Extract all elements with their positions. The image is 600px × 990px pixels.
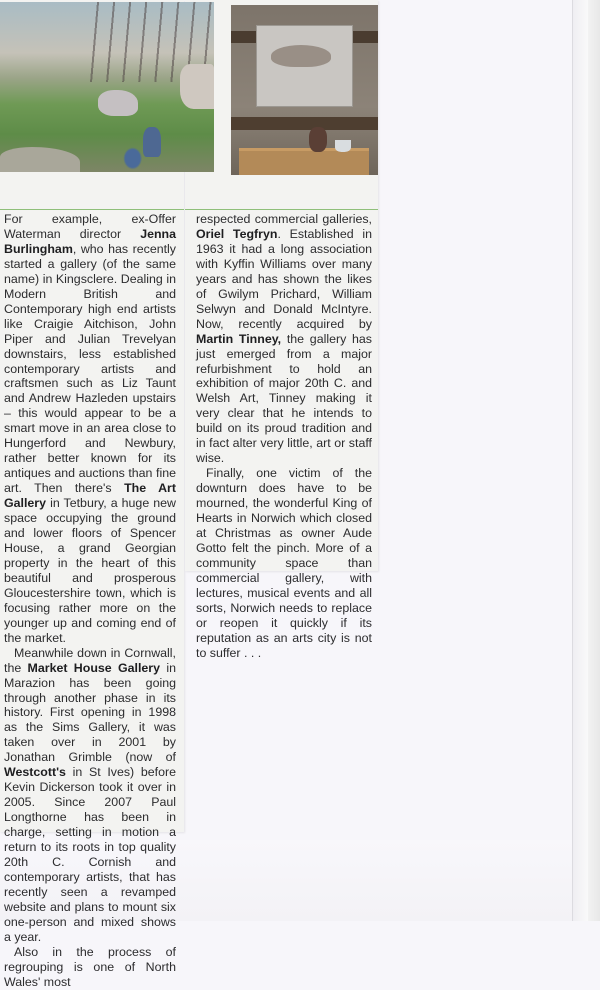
scan-border	[588, 0, 600, 921]
landscape-painting-image	[0, 2, 214, 172]
page-edge	[572, 0, 589, 921]
painting-rocks	[98, 90, 138, 116]
painting-path	[0, 147, 80, 172]
photo-bowl	[335, 140, 351, 152]
interior-photo-image	[231, 5, 378, 175]
article-column-left	[4, 212, 176, 990]
photo-vase	[309, 127, 327, 152]
paragraph: Finally, one victim of the downturn does have to be mourned, the wonderful King of Hearts in Norwich which closed at Christmas as owner Aude Gotto felt the pinch. More of a community space than commercial gallery, with lectures, musical events and all sorts, Norwich needs to replace or reopen it quickly if its reputation as an arts city is not to suffer . . .	[196, 466, 372, 660]
photo-beam-bottom	[231, 117, 378, 130]
green-divider-right	[185, 209, 378, 210]
gallery-name-highlight: Jenna Burlingham	[4, 226, 176, 256]
paragraph: For example, ex-Offer Waterman director Jenna Burlingham, who has recently started a gallery (of the same name) in Kingsclere. Dealing in Modern British and Contemporary high end artists like Craigie Aitchison, John Piper and Julian Trevelyan downstairs, less established contemporary artists and craftsmen such as Liz Taunt and Andrew Hazleden upstairs – this would appear to be a smart move in an area close to Hungerford and Newbury, rather better known for its antiques and auctions than fine art. Then there's The Art Gallery in Tetbury, a huge new space occupying the ground and lower floors of Spencer House, a grand Georgian property in the heart of this beautiful and prosperous Gloucestershire town, which is focusing rather more on the younger up and coming end of the market.	[4, 212, 176, 645]
paragraph: Meanwhile down in Cornwall, the Market House Gallery in Marazion has been going through another phase in its history. First opening in 1998 as the Sims Gallery, it was taken over in 2001 by Jonathan Grimble (now of Westcott's in St Ives) before Kevin Dickerson took it over in 2005. Since 2007 Paul Longthorne has been in charge, setting in motion a return to its roots in top quality 20th C. Cornish and contemporary artists, that has recently seen a revamped website and plans to mount six one-person and mixed shows a year.	[4, 645, 176, 944]
photo-horse-figure	[271, 45, 331, 67]
painting-cliff	[180, 64, 214, 109]
painting-seated-figure	[143, 127, 161, 157]
gallery-name-highlight: Oriel Tegfryn	[196, 226, 278, 241]
photo-side-table	[239, 148, 369, 175]
paragraph: Also in the process of regrouping is one of North Wales' most	[4, 944, 176, 989]
gallery-name-highlight: The Art Gallery	[4, 481, 176, 511]
gallery-name-highlight: Market House Gallery	[27, 660, 161, 675]
gallery-name-highlight: Martin Tinney,	[196, 331, 282, 346]
gallery-name-highlight: Westcott's	[4, 765, 66, 780]
article-column-right	[196, 212, 372, 661]
green-divider-left	[0, 209, 184, 210]
paragraph: respected commercial galleries, Oriel Tegfryn. Established in 1963 it had a long association with Kyffin Williams over many years and has shown the likes of Gwilym Prichard, William Selwyn and Donald McIntyre. Now, recently acquired by Martin Tinney, the gallery has just emerged from a major refurbishment to hold an exhibition of major 20th C. and Welsh Art, Tinney making it very clear that he intends to build on its proud tradition and in fact alter very little, art or staff wise.	[196, 212, 372, 466]
